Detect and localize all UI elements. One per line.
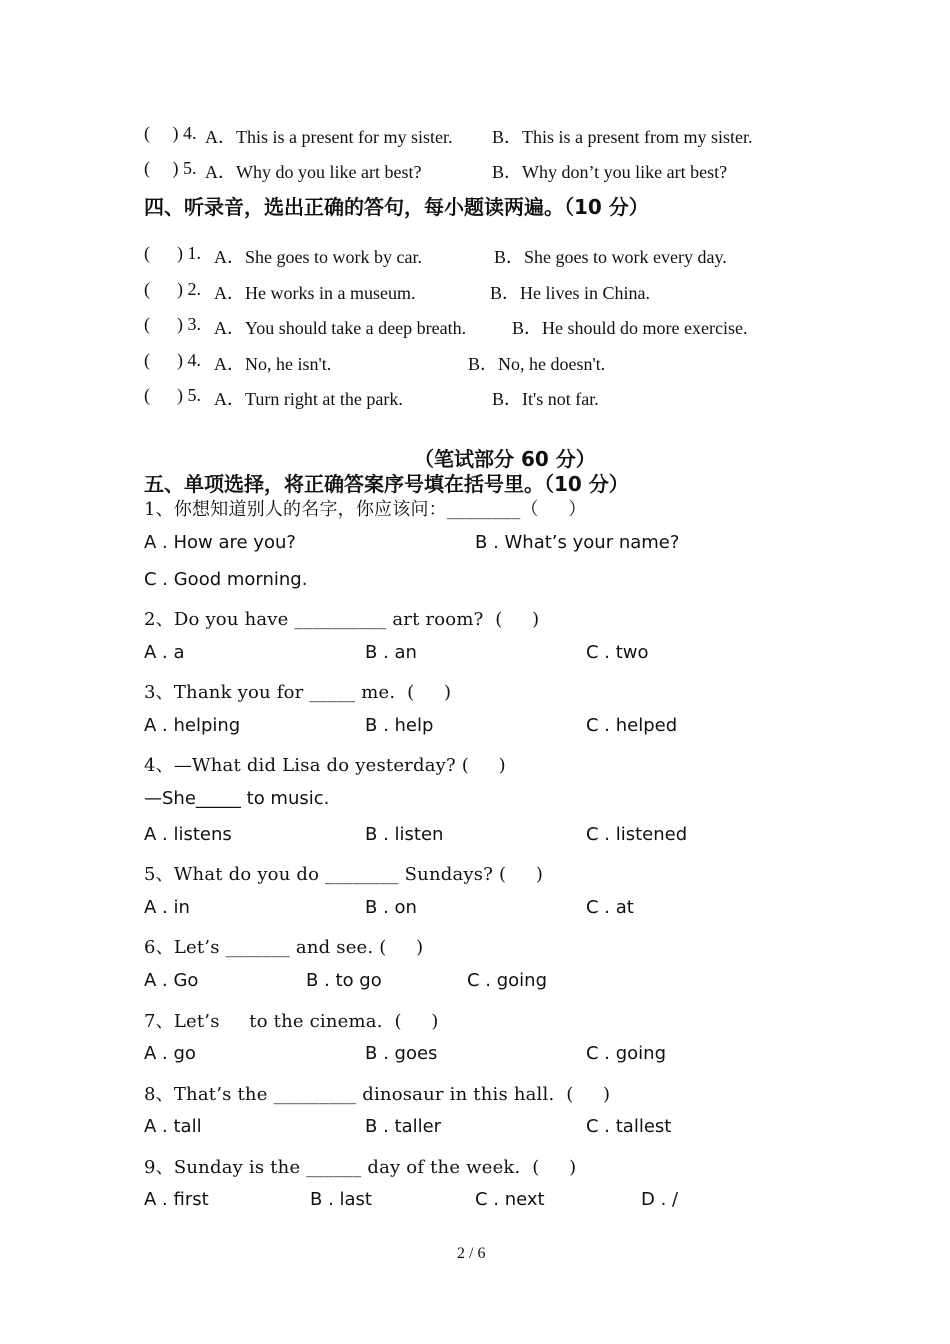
part3-item-4-bracket: ( ) 4.: [144, 123, 197, 143]
written-subtitle: （笔试部分 60 分）: [414, 447, 596, 471]
question-3-option-b: B . help: [365, 715, 434, 736]
part3-item-5-bracket: ( ) 5.: [144, 158, 197, 178]
part4-item-3-option-a: A．You should take a deep breath.: [214, 318, 467, 338]
question-2: 2、Do you have __________ art room? ( ): [144, 609, 540, 630]
question-4: 4、—What did Lisa do yesterday? ( ): [144, 755, 506, 776]
question-6: 6、Let’s _______ and see. ( ): [144, 937, 424, 958]
question-2-option-b: B . an: [365, 642, 417, 663]
part4-item-1-bracket: ( ) 1.: [144, 243, 201, 263]
question-7: 7、Let’s to the cinema. ( ): [144, 1011, 439, 1032]
page-number: 2 / 6: [457, 1245, 486, 1262]
part4-item-2-option-b: B．He lives in China.: [490, 283, 650, 303]
question-4-option-b: B . listen: [365, 824, 444, 845]
question-6-option-c: C . going: [467, 970, 548, 991]
question-8-option-b: B . taller: [365, 1116, 442, 1137]
question-7-option-a: A . go: [144, 1043, 196, 1064]
part3-item-5-option-b: B．Why don’t you like art best?: [492, 162, 728, 182]
question-9-option-c: C . next: [475, 1189, 545, 1210]
part4-item-1-option-a: A．She goes to work by car.: [214, 247, 422, 267]
question-1-option-a: A . How are you?: [144, 532, 296, 553]
question-4-option-c: C . listened: [586, 824, 688, 845]
question-3-option-a: A . helping: [144, 715, 241, 736]
question-2-option-c: C . two: [586, 642, 649, 663]
question-5: 5、What do you do ________ Sundays? ( ): [144, 864, 544, 885]
part4-item-5-bracket: ( ) 5.: [144, 385, 201, 405]
part4-item-5-option-b: B．It's not far.: [492, 389, 599, 409]
question-6-option-b: B . to go: [306, 970, 382, 991]
part4-item-4-option-a: A．No, he isn't.: [214, 354, 332, 374]
question-8: 8、That’s the _________ dinosaur in this hall. ( ): [144, 1084, 611, 1105]
question-9: 9、Sunday is the ______ day of the week. ( ): [144, 1157, 577, 1178]
question-4-option-a: A . listens: [144, 824, 232, 845]
question-8-option-c: C . tallest: [586, 1116, 672, 1137]
question-7-option-b: B . goes: [365, 1043, 438, 1064]
question-9-option-a: A . first: [144, 1189, 209, 1210]
question-1-option-c: C . Good morning.: [144, 569, 308, 590]
part4-item-2-option-a: A．He works in a museum.: [214, 283, 416, 303]
part4-heading: 四、听录音，选出正确的答句，每小题读两遍。（10 分）: [144, 195, 649, 219]
question-5-option-c: C . at: [586, 897, 634, 918]
part4-item-4-option-b: B．No, he doesn't.: [468, 354, 606, 374]
part4-item-5-option-a: A．Turn right at the park.: [214, 389, 403, 409]
question-1: 1、你想知道别人的名字，你应该问：________（ ）: [144, 499, 587, 520]
question-2-option-a: A . a: [144, 642, 185, 663]
part3-item-5-option-a: A．Why do you like art best?: [205, 162, 422, 182]
part3-item-4-option-a: A．This is a present for my sister.: [205, 127, 453, 147]
part4-item-4-bracket: ( ) 4.: [144, 350, 201, 370]
part4-item-2-bracket: ( ) 2.: [144, 279, 201, 299]
part4-item-3-option-b: B．He should do more exercise.: [512, 318, 748, 338]
question-4-answer-line: —She_____ to music.: [144, 788, 330, 809]
question-3-option-c: C . helped: [586, 715, 678, 736]
question-5-option-a: A . in: [144, 897, 190, 918]
part4-item-1-option-b: B．She goes to work every day.: [494, 247, 727, 267]
part5-heading: 五、单项选择，将正确答案序号填在括号里。（10 分）: [144, 472, 629, 496]
question-9-option-d: D . /: [641, 1189, 679, 1210]
question-1-option-b: B . What’s your name?: [475, 532, 680, 553]
question-5-option-b: B . on: [365, 897, 417, 918]
question-3: 3、Thank you for _____ me. ( ): [144, 682, 452, 703]
part4-item-3-bracket: ( ) 3.: [144, 314, 201, 334]
question-7-option-c: C . going: [586, 1043, 667, 1064]
question-6-option-a: A . Go: [144, 970, 199, 991]
part3-item-4-option-b: B．This is a present from my sister.: [492, 127, 753, 147]
question-9-option-b: B . last: [310, 1189, 372, 1210]
question-8-option-a: A . tall: [144, 1116, 202, 1137]
